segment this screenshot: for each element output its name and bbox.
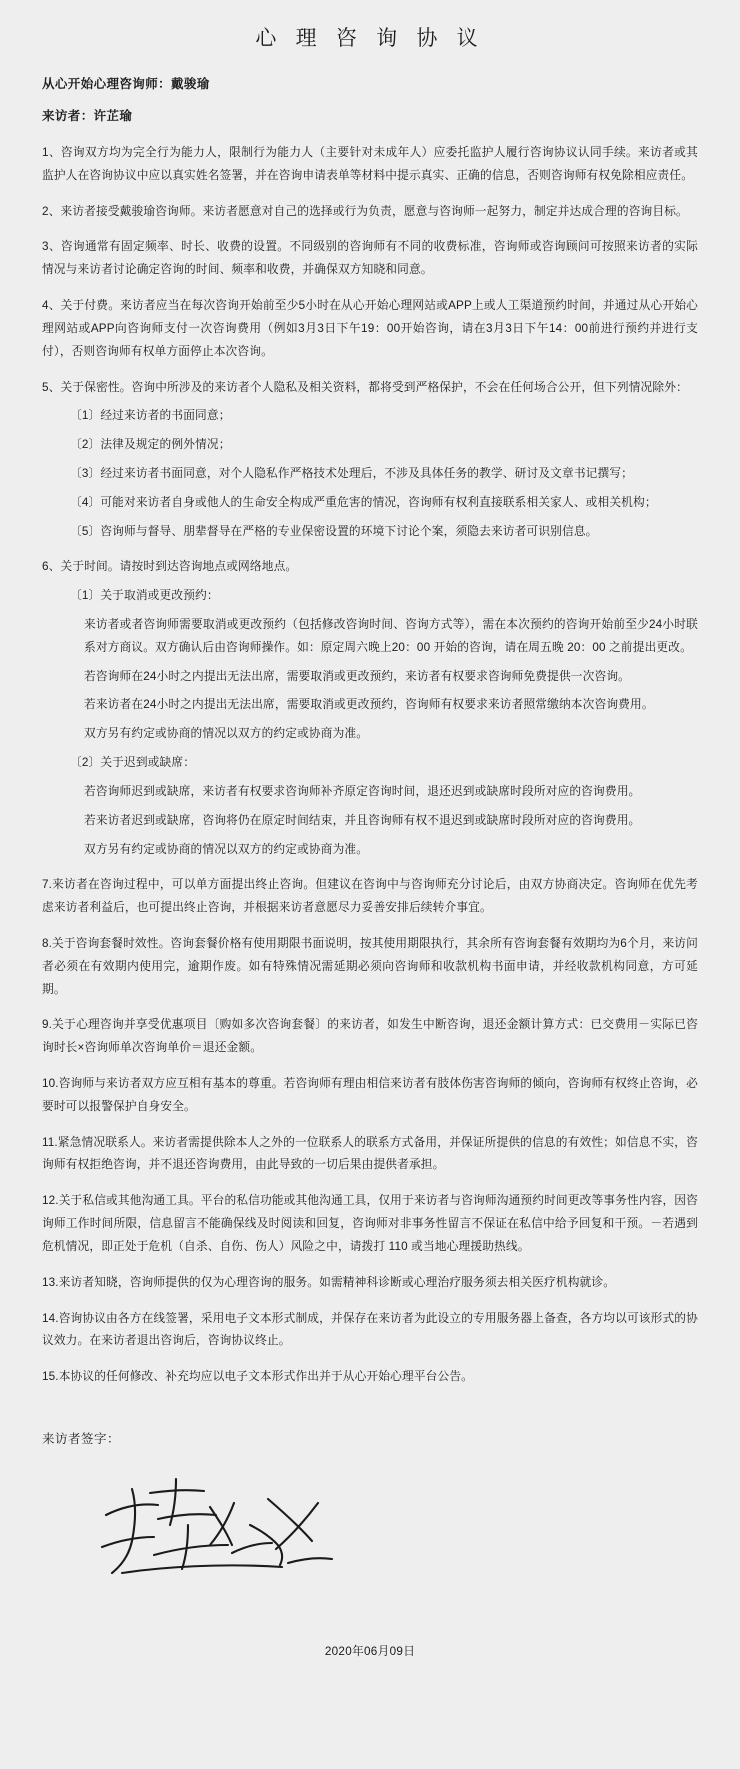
clause-paragraph: 11.紧急情况联系人。来访者需提供除本人之外的一位联系人的联系方式备用，并保证所提供的信息的有效性；如信息不实，咨询师有权拒绝咨询，并不退还咨询费用，由此导致的一切后果由提供者承担。	[42, 1135, 698, 1172]
signature-date: 2020年06月09日	[324, 1644, 416, 1658]
clause-subparagraph: 来访者或者咨询师需要取消或更改预约（包括修改咨询时间、咨询方式等），需在本次预约的咨询开始前至少24小时联系对方商议。双方确认后由咨询师操作。如：原定周六晚上20：00 开始的咨询，请在周五晚 20：00 之前提出更改。	[84, 618, 698, 654]
clause-subparagraph: 〔1〕经过来访者的书面同意；	[70, 409, 231, 423]
clause-subparagraph: 〔2〕法律及规定的例外情况；	[70, 438, 231, 452]
counselor-line: 从心开始心理咨询师：戴骏瑜	[42, 77, 210, 91]
clause-paragraph: 12.关于私信或其他沟通工具。平台的私信功能或其他沟通工具，仅用于来访者与咨询师沟通预约时间更改等事务性内容，因咨询师工作时间所限，信息留言不能确保线及时阅读和回复，咨询师对非事务性留言不保证在私信中给予回复和干预。－若遇到危机情况，即正处于危机（自杀、自伤、伤人）风险之中，请拨打 110 或当地心理援助热线。	[42, 1194, 698, 1253]
signature-area	[92, 1453, 698, 1603]
clause-paragraph: 13.来访者知晓，咨询师提供的仅为心理咨询的服务。如需精神科诊断或心理治疗服务须去相关医疗机构就诊。	[42, 1275, 616, 1289]
clause-subparagraph: 若来访者在24小时之内提出无法出席，需要取消或更改预约，咨询师有权要求来访者照常缴纳本次咨询费用。	[84, 698, 654, 712]
visitor-line: 来访者：许芷瑜	[42, 109, 133, 123]
clause-subparagraph: 〔4〕可能对来访者自身或他人的生命安全构成严重危害的情况，咨询师有权利直接联系相关家人、或相关机构；	[70, 495, 657, 509]
clause-subparagraph: 〔1〕关于取消或更改预约：	[70, 589, 219, 603]
clause-subparagraph: 若咨询师在24小时之内提出无法出席，需要取消或更改预约，来访者有权要求咨询师免费提供一次咨询。	[84, 669, 630, 683]
clause-paragraph: 5、关于保密性。咨询中所涉及的来访者个人隐私及相关资料，都将受到严格保护，不会在任何场合公开，但下列情况除外：	[42, 380, 688, 394]
clause-subparagraph: 〔2〕关于迟到或缺席：	[70, 756, 196, 770]
clause-paragraph: 6、关于时间。请按时到达咨询地点或网络地点。	[42, 560, 298, 574]
clause-subparagraph: 双方另有约定或协商的情况以双方的约定或协商为准。	[84, 727, 369, 741]
page-title: 心 理 咨 询 协 议	[255, 26, 485, 50]
clause-subparagraph: 〔5〕咨询师与督导、朋辈督导在严格的专业保密设置的环境下讨论个案，须隐去来访者可识别信息。	[70, 524, 598, 538]
clause-subparagraph: 双方另有约定或协商的情况以双方的约定或协商为准。	[84, 842, 369, 856]
clause-paragraph: 2、来访者接受戴骏瑜咨询师。来访者愿意对自己的选择或行为负责，愿意与咨询师一起努力，制定并达成合理的咨询目标。	[42, 204, 688, 218]
clause-paragraph: 3、咨询通常有固定频率、时长、收费的设置。不同级别的咨询师有不同的收费标准，咨询师或咨询顾问可按照来访者的实际情况与来访者讨论确定咨询的时间、频率和收费，并确保双方知晓和同意。	[42, 240, 698, 277]
clause-paragraph: 9.关于心理咨询并享受优惠项目〔购如多次咨询套餐〕的来访者，如发生中断咨询，退还金额计算方式：已交费用－实际已咨询时长×咨询师单次咨询单价＝退还金额。	[42, 1018, 698, 1055]
clause-paragraph: 10.咨询师与来访者双方应互相有基本的尊重。若咨询师有理由相信来访者有肢体伤害咨询师的倾向，咨询师有权终止咨询，必要时可以报警保护自身安全。	[42, 1077, 698, 1113]
clause-subparagraph: 若咨询师迟到或缺席，来访者有权要求咨询师补齐原定咨询时间，退还迟到或缺席时段所对应的咨询费用。	[84, 784, 641, 798]
clause-paragraph: 7.来访者在咨询过程中，可以单方面提出终止咨询。但建议在咨询中与咨询师充分讨论后，由双方协商决定。咨询师在优先考虑来访者利益后，也可提出终止咨询，并根据来访者意愿尽力妥善安排后续转介事宜。	[42, 878, 698, 915]
clause-paragraph: 8.关于咨询套餐时效性。咨询套餐价格有使用期限书面说明，按其使用期限执行，其余所有咨询套餐有效期均为6个月，来访问者必须在有效期内使用完，逾期作废。如有特殊情况需延期必须向咨询师和收款机构书面申请，并经收款机构同意，方可延期。	[42, 936, 698, 996]
clause-paragraph: 15.本协议的任何修改、补充均应以电子文本形式作出并于从心开始心理平台公告。	[42, 1370, 474, 1384]
clause-paragraph: 4、关于付费。来访者应当在每次咨询开始前至少5小时在从心开始心理网站或APP上或人工渠道预约时间，并通过从心开始心理网站或APP向咨询师支付一次咨询费用（例如3月3日下午19：00开始咨询，请在3月3日下午14：00前进行预约并进行支付），否则咨询师有权单方面停止本次咨询。	[42, 299, 698, 358]
clause-list	[42, 142, 698, 1389]
clause-subparagraph: 〔3〕经过来访者书面同意，对个人隐私作严格技术处理后，不涉及具体任务的教学、研讨及文章书记撰写；	[70, 466, 634, 480]
clause-paragraph: 1、咨询双方均为完全行为能力人，限制行为能力人（主要针对未成年人）应委托监护人履行咨询协议认同手续。来访者或其监护人在咨询协议中应以真实姓名签署，并在咨询申请表单等材料中提示真实、正确的信息，否则咨询师有权免除相应责任。	[42, 146, 698, 182]
signature-label: 来访者签字：	[42, 1431, 121, 1446]
handwritten-signature-icon	[92, 1463, 352, 1593]
clause-subparagraph: 若来访者迟到或缺席，咨询将仍在原定时间结束，并且咨询师有权不退迟到或缺席时段所对应的咨询费用。	[84, 813, 641, 827]
clause-paragraph: 14.咨询协议由各方在线签署，采用电子文本形式制成，并保存在来访者为此设立的专用服务器上备查，各方均以可该形式的协议效力。在来访者退出咨询后，咨询协议终止。	[42, 1311, 698, 1348]
